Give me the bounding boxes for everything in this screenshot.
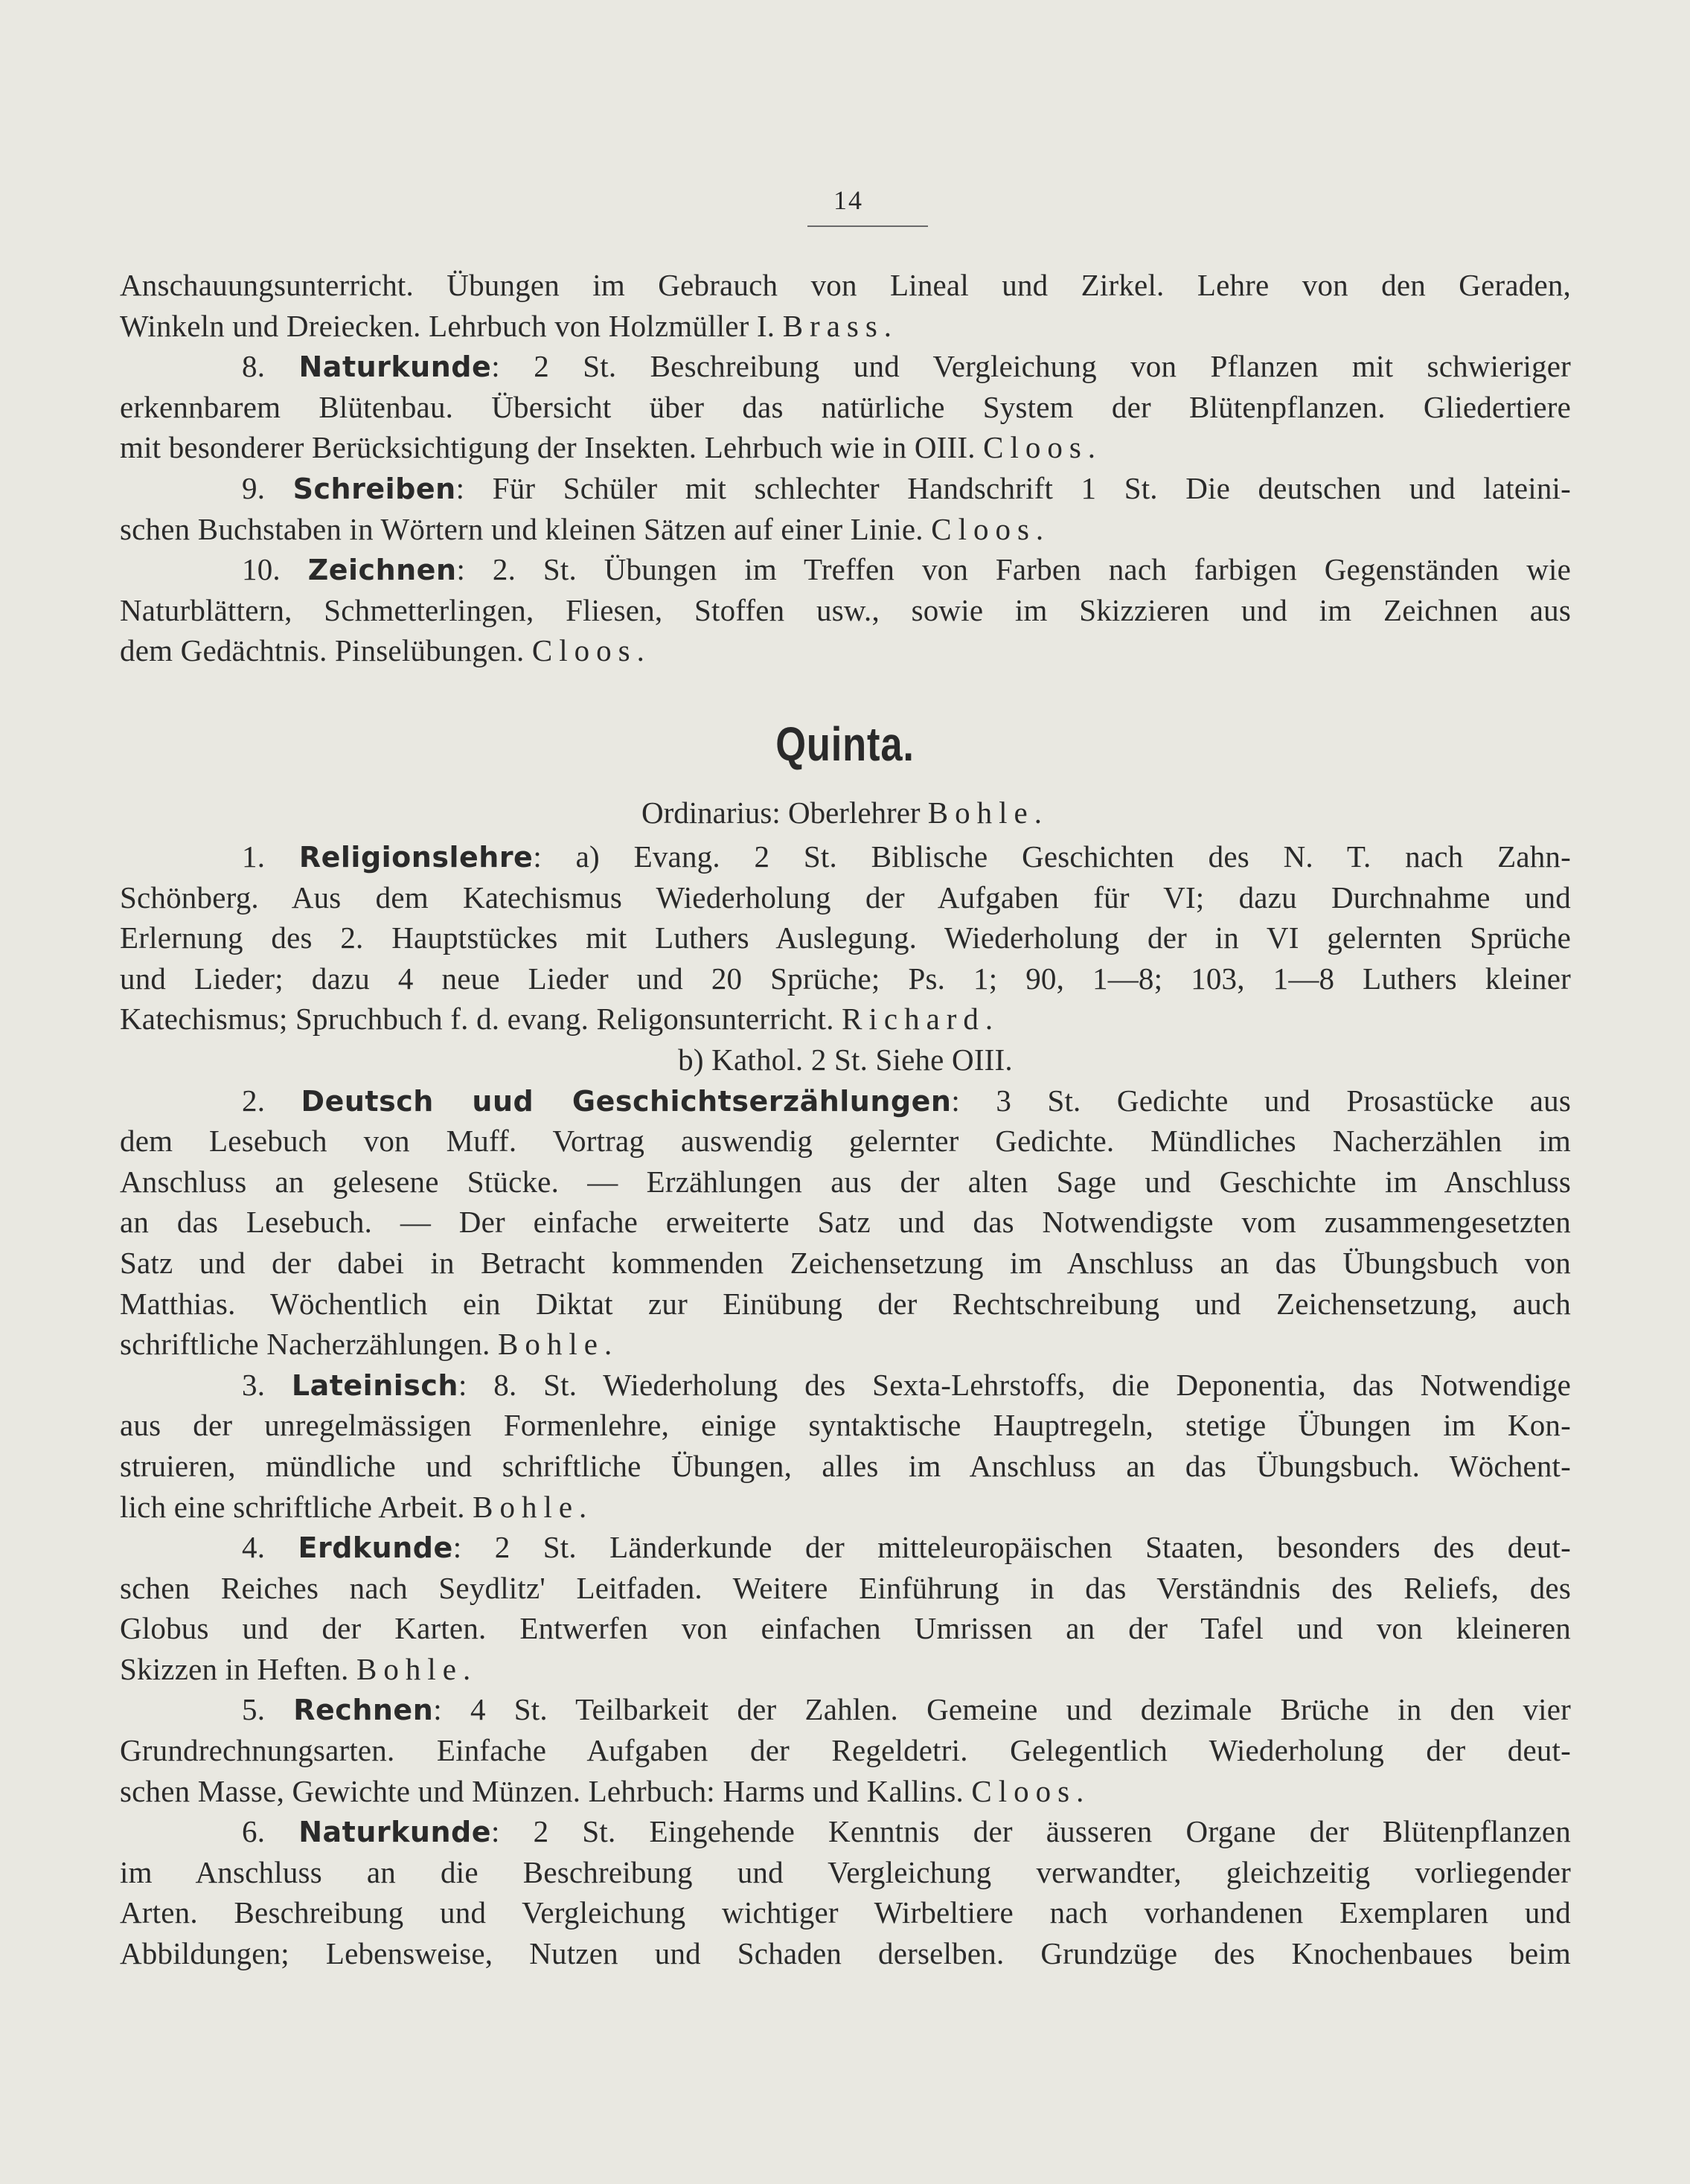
text-line: und Lieder; dazu 4 neue Lieder und 20 Sprüche; Ps. 1; 90, 1—8; 103, 1—8 Luthers kleiner xyxy=(120,961,1571,996)
teacher-name: Bohle. xyxy=(498,1327,619,1362)
section-title: Quinta. xyxy=(775,717,915,771)
section-heading-line: 1. Religionslehre: a) Evang. 2 St. Biblische Geschichten des N. T. nach Zahn- xyxy=(242,839,1571,874)
ordinarius-line: Ordinarius: Oberlehrer Bohle. xyxy=(641,795,1049,830)
teacher-name: Cloos. xyxy=(931,511,1051,546)
text-line: Erlernung des 2. Hauptstückes mit Luthers Auslegung. Wiederholung der in VI gelernten Sprüche xyxy=(120,920,1571,955)
text-line: dem Lesebuch von Muff. Vortrag auswendig gelernter Gedichte. Mündliches Nacherzählen im xyxy=(120,1124,1571,1159)
text-line: Abbildungen; Lebensweise, Nutzen und Schaden derselben. Grundzüge des Knochenbaues beim xyxy=(120,1936,1571,1971)
section-heading-line: 10. Zeichnen: 2. St. Übungen im Treffen von Farben nach farbigen Gegenständen wie xyxy=(242,552,1572,587)
subject-heading: Lateinisch xyxy=(291,1368,458,1402)
page-number-rule xyxy=(807,225,928,227)
page-number: 14 xyxy=(833,185,863,215)
teacher-name: Bohle. xyxy=(356,1651,478,1686)
subject-heading: Zeichnen xyxy=(307,554,457,587)
text-line: Katechismus; Spruchbuch f. d. evang. Religonsunterricht. Richard. xyxy=(120,1002,1000,1037)
text-line: schen Buchstaben in Wörtern und kleinen Sätzen auf einer Linie. Cloos. xyxy=(120,511,1051,546)
text-line: Satz und der dabei in Betracht kommenden Zeichensetzung im Anschluss an das Übungsbuch von xyxy=(120,1245,1571,1280)
text-line: aus der unregelmässigen Formenlehre, einige syntaktische Hauptregeln, stetige Übungen im Kon- xyxy=(120,1408,1571,1443)
text-line: Schönberg. Aus dem Katechismus Wiederholung der Aufgaben für VI; dazu Durchnahme und xyxy=(120,880,1571,915)
quinta-text-block xyxy=(120,836,1571,1974)
text-line: Globus und der Karten. Entwerfen von einfachen Umrissen an der Tafel und von kleineren xyxy=(120,1611,1571,1646)
text-line: dem Gedächtnis. Pinselübungen. Cloos. xyxy=(120,633,651,668)
text-line: im Anschluss an die Beschreibung und Vergleichung verwandter, gleichzeitig vorliegender xyxy=(120,1854,1571,1889)
text-line: schen Reiches nach Seydlitz' Leitfaden. Weitere Einführung in das Verständnis des Reliefs, des xyxy=(120,1570,1571,1605)
text-line: b) Kathol. 2 St. Siehe OIII. xyxy=(678,1042,1013,1077)
subject-heading: Rechnen xyxy=(293,1694,434,1727)
text-line: schen Masse, Gewichte und Münzen. Lehrbuch: Harms und Kallins. Cloos. xyxy=(120,1773,1091,1808)
teacher-name: Brass. xyxy=(782,308,899,343)
text-line: Skizzen in Heften. Bohle. xyxy=(120,1651,478,1686)
section-heading-line: 2. Deutsch uud Geschichtserzählungen: 3 St. Gedichte und Prosastücke aus xyxy=(242,1083,1571,1118)
teacher-name: Bohle. xyxy=(927,795,1049,830)
teacher-name: Cloos. xyxy=(531,633,651,668)
section-heading-line: 5. Rechnen: 4 St. Teilbarkeit der Zahlen. Gemeine und dezimale Brüche in den vier xyxy=(242,1692,1571,1727)
text-line: Naturblättern, Schmetterlingen, Fliesen, Stoffen usw., sowie im Skizzieren und im Zeichnen aus xyxy=(120,592,1571,627)
text-line: Matthias. Wöchentlich ein Diktat zur Einübung der Rechtschreibung und Zeichensetzung, auch xyxy=(120,1286,1571,1321)
subject-heading: Naturkunde xyxy=(298,350,492,384)
text-line: Anschluss an gelesene Stücke. — Erzählungen aus der alten Sage und Geschichte im Anschluss xyxy=(120,1164,1571,1199)
text-line: mit besonderer Berücksichtigung der Insekten. Lehrbuch wie in OIII. Cloos. xyxy=(120,430,1103,465)
teacher-name: Richard. xyxy=(842,1002,1000,1037)
subject-heading: Deutsch uud Geschichtserzählungen xyxy=(301,1084,952,1118)
section-heading-line: 3. Lateinisch: 8. St. Wiederholung des Sexta-Lehrstoffs, die Deponentia, das Notwendige xyxy=(242,1367,1572,1402)
text-line: Anschauungsunterricht. Übungen im Gebrauch von Lineal und Zirkel. Lehre von den Geraden, xyxy=(120,268,1571,302)
text-line: lich eine schriftliche Arbeit. Bohle. xyxy=(120,1489,594,1524)
section-heading-line: 9. Schreiben: Für Schüler mit schlechter Handschrift 1 St. Die deutschen und lateini- xyxy=(242,470,1571,505)
teacher-name: Cloos. xyxy=(983,430,1103,465)
teacher-name: Bohle. xyxy=(473,1489,594,1524)
text-line: Arten. Beschreibung und Vergleichung wichtiger Wirbeltiere nach vorhandenen Exemplaren und xyxy=(120,1895,1571,1930)
subject-heading: Naturkunde xyxy=(298,1816,491,1849)
section-heading-line: 4. Erdkunde: 2 St. Länderkunde der mitteleuropäischen Staaten, besonders des deut- xyxy=(242,1530,1572,1565)
text-line: Grundrechnungsarten. Einfache Aufgaben der Regeldetri. Gelegentlich Wiederholung der deut- xyxy=(120,1733,1571,1768)
text-line: schriftliche Nacherzählungen. Bohle. xyxy=(120,1327,619,1362)
text-line: Winkeln und Dreiecken. Lehrbuch von Holzmüller I. Brass. xyxy=(120,308,899,343)
subject-heading: Schreiben xyxy=(292,472,456,505)
top-text-block xyxy=(120,265,1571,671)
text-line: an das Lesebuch. — Der einfache erweiterte Satz und das Notwendigste vom zusammengesetzten xyxy=(120,1205,1571,1240)
text-line: erkennbarem Blütenbau. Übersicht über das natürliche System der Blütenpflanzen. Gliedertiere xyxy=(120,389,1571,424)
subject-heading: Erdkunde xyxy=(298,1531,453,1565)
teacher-name: Cloos. xyxy=(971,1773,1091,1808)
section-heading-line: 8. Naturkunde: 2 St. Beschreibung und Vergleichung von Pflanzen mit schwieriger xyxy=(242,349,1571,384)
subject-heading: Religionslehre xyxy=(298,841,534,874)
section-heading-line: 6. Naturkunde: 2 St. Eingehende Kenntnis der äusseren Organe der Blütenpflanzen xyxy=(242,1814,1571,1849)
text-line: struieren, mündliche und schriftliche Übungen, alles im Anschluss an das Übungsbuch. Wöchent- xyxy=(120,1448,1571,1483)
